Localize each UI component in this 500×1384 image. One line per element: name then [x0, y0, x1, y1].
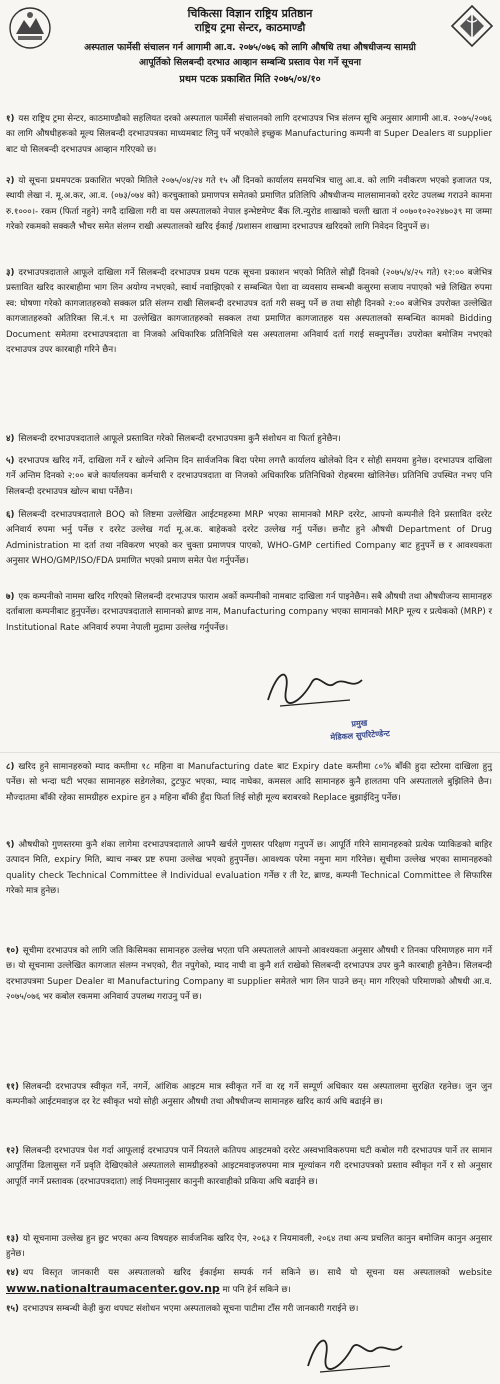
- website-link[interactable]: www.nationaltraumacenter.gov.np: [6, 1282, 220, 1296]
- notice-subject-line2: आपूर्तिको सिलबन्दी दरभाउ आव्हान सम्बन्धि प्रस्ताव पेश गर्ने सूचना: [138, 57, 362, 68]
- signature: [260, 660, 370, 712]
- paragraph: ४) सिलबन्दी दरभाउपत्रदाताले आफूले प्रस्तावित गरेको सिलबन्दी दरभाउपत्रमा कुनै संशोधन वा फिर्ता हुनेछैन।: [6, 434, 341, 444]
- signature: [300, 1326, 410, 1378]
- paragraph: १५) दरभाउपत्र सम्बन्धी केही कुरा थपघट संशोधन भएमा अस्पतालको सूचना पाटीमा टाँस गरी जानकारी गराईने छ।: [6, 1304, 359, 1314]
- paragraph: ५) दरभाउपत्र खरिद गर्ने, दाखिला गर्ने र खोल्ने अन्तिम दिन सार्वजनिक बिदा परेमा लगत्तै कार्यालय खोलेको दिन र सोही समयमा हुनेछ। दरभाउपत्र दाखिला गर्ने अन्तिम दिनको २:०० बजे कार्यालयका कर्मचारी र दरभाउपत्रदाता वा निजको अधिकारिक प्रतिनिधिको रोहबरमा खोलिनेछ। प्रतिनिधि उपस्थित नभए पनि सिलबन्दी दरभाउपत्र खोल्न बाधा पर्नेछैन।: [6, 456, 492, 497]
- paragraph: १४) थप विस्तृत जानकारी यस अस्पतालको खरिद ईकाईमा सम्पर्क गर्न सकिने छ। साथै यो सूचना यस अस्पतालको website www.nationaltraumacenter.gov.np मा पनि हेर्न सकिने छ।: [6, 1268, 492, 1296]
- paragraph: ३) दरभाउपत्रदाताले आफूले दाखिला गर्ने सिलबन्दी दरभाउपत्र प्रथम पटक सूचना प्रकाशन भएको मितिले सोह्रौं दिनको (२०७५/४/२५ गते) १२:०० बजेभित्र प्रस्तावित खरिद कारबाहीमा भाग लिन अयोग्य नभएको, स्वार्थ नवाझिएको र सम्बन्धित पेशा वा व्यवसाय सम्बन्धी कसुरमा सजाय नपाएको भन्ने लिखित रुपमा स्व: घोषणा गरेको कागजातहरुको सक्कल प्रति संलग्न राखी सिलबन्दी दरभाउपत्र दर्ता गरी सक्नु पर्ने छ तथा सोही दिनको २:०० बजेभित्र उपरोक्त उल्लेखित कागजातहरुको अतिरिक्त सि.नं.९ मा उल्लेखित कागजातहरुको सक्कल तथा प्रमाणित कागजातहरु यस अस्पतालको सम्बन्धित कामको Bidding Document समेतमा दरभाउपत्रदाता वा निजको अधिकारिक प्रतिनिधिले यस अस्पतालमा अनिवार्य दर्ता गराई सक्नुपर्नेछ। उपरोक्त बमोजिम नभएको दरभाउपत्र उपर कारबाही गरिने छैन।: [6, 268, 492, 356]
- notice-header: [0, 0, 500, 110]
- paragraph: १३) यो सूचनामा उल्लेख हुन छुट भएका अन्य विषयहरु सार्वजनिक खरिद ऐन, २०६३ र नियमावली, २०६४ तथा अन्य प्रचलित कानुन बमोजिम कानुन अनुसार हुनेछ।: [6, 1234, 492, 1260]
- publication-date: प्रथम पटक प्रकाशित मिति २०७५/०४/१०: [179, 74, 321, 85]
- paragraph: १०) सूचीमा दरभाउपत्र को लागि जति किसिमका सामानहरु उल्लेख भएता पनि अस्पतालले आफ्नो आवश्यकता अनुसार औषधी र तिनका परिमाणहरु माग गर्ने छ। यो सूचनामा उल्लेखित कागजात संलग्न नभएको, रीत नपुगेको, म्याद नाघी वा कुनै शर्त राखेको सिलबन्दी दरभाउपत्र उपर कुनै कारबाही हुनेछैन। सिलबन्दी दरभाउपत्रमा Super Dealer वा Manufacturing Company वा supplier समेतले भाग लिन पाउने छन्। माग गरिएको परिमाणको औषधी आ.व. २०७५/०७६ भर कबोल रकममा अनिवार्य उपलब्ध गराउनु पर्ने छ।: [6, 946, 492, 1003]
- paragraph: ६) सिलबन्दी दरभाउपत्रदाताले BOQ को लिष्टमा उल्लेखित आईटमहरुमा MRP भएका सामानको MRP दररेट, आफ्नो कम्पनीले दिने प्रस्तावित दररेट अनिवार्य रुपमा भर्नु पर्नेछ र दररेट उल्लेख गर्दा मू.अ.क. बाहेकको दररेट उल्लेख गर्नु पर्नेछ। छनौट हुने औषधी Department of Drug Administration मा दर्ता तथा नविकरण भएको कर चुक्ता प्रमाणपत्र पाएको, WHO-GMP certified Company बाट हुनुपर्ने छ र आवश्यकता अनुसार WHO/GMP/ISO/FDA प्रमाणित भएको प्रमाण समेत पेश गर्नुपर्नेछ।: [6, 510, 492, 567]
- page-divider: [0, 752, 500, 753]
- institute-title: चिकित्सा विज्ञान राष्ट्रिय प्रतिष्ठान: [187, 7, 313, 20]
- paragraph: १) यस राष्ट्रिय ट्रमा सेन्टर, काठमाण्डौको सहलियत दरको अस्पताल फार्मेसी संचालनको लागि दरभाउपत्र भित्र संलग्न सूचि अनुसार आगामी आ.व. २०७५/२०७६ का लागि औषधीहरूको मूल्य सिलबन्दी दरभाउपत्रका माध्यमबाट लिनु पर्ने भएकोले इच्छुक Manufacturing कम्पनी वा Super Dealers वा supplier बाट यो सिलबन्दी दरभाउपत्र आव्हान गरिएको छ।: [6, 114, 492, 155]
- paragraph: ८) खरिद हुने सामानहरुको म्याद कम्तीमा १८ महिना वा Manufacturing date बाट Expiry date कम्तीमा ८०% बाँकी हुदा स्टोरमा दाखिला हुनु पर्नेछ। सो भन्दा घटी भएका सामानहरु सडेगलेका, टुटफुट भएका, म्याद नाघेका, कमसल आदि सामानहरु कुनै हालतमा पनि अस्पतालले बुझिलिने छैन। मौज्दातमा बाँकी रहेका सामग्रीहरु expire हुन ३ महिना बाँकी हुँदा फिर्ता लिई सोही मूल्य बराबरको Replace बुझाईदिनु पर्नेछ।: [6, 762, 492, 803]
- paragraph: ७) एक कम्पनीको नाममा खरिद गरिएको सिलबन्दी दरभाउपत्र फाराम अर्को कम्पनीको नामबाट दाखिला गर्न पाइनेछैन। सबै औषधी तथा औषधीजन्य सामानहरु दर्ताबाला कम्पनीबाट हुनुपर्नेछ। दरभाउपत्रदाताले सामानको ब्राण्ड नाम, Manufacturing company भएका सामानको MRP मूल्य र प्रत्येकको (MRP) र Institutional Rate अनिवार्य रुपमा नेपाली मुद्रामा उल्लेख गर्नुपर्नेछ।: [6, 592, 492, 633]
- notice-subject-line1: अस्पताल फार्मेसी संचालन गर्न आगामी आ.व. २०७५/०७६ को लागि औषधि तथा औषधीजन्य सामग्री: [84, 42, 416, 53]
- paragraph: २) यो सूचना प्रथमपटक प्रकाशित भएको मितिले २०७५/०४/२४ गते १५ औं दिनको कार्यालय समयभित्र चालु आ.व. को लागि नवीकरण भएको इजाजत पत्र, स्थायी लेखा नं. मू.अ.कर, आ.व. (०७३/०७४ को) करचुक्ताको प्रमाणपत्र समेतको प्रमाणित प्रतिलिपि औषधीजन्य मालसामानको दररेट उपलब्ध गराउने कामना रु.१०००।- रकम (फिर्ता नहुने) नगदै दाखिला गरी वा यस अस्पतालको नेपाल इन्भेष्टमेण्ट बैंक लि.न्युरोड शाखाको चल्ती खाता नं ००७०१०२०२४७०३९ मा जम्मा गरेको रकमको सक्कलै भौचर समेत संलग्न राखी अस्पतालको खरिद ईकाई /प्रशासन शाखामा दरभाउपत्र खरिदको लागि निवेदन दिनुपर्ने छ।: [6, 176, 492, 233]
- paragraph: ११) सिलबन्दी दरभाउपत्र स्वीकृत गर्ने, नगर्ने, आंशिक आइटम मात्र स्वीकृत गर्ने वा रद्द गर्ने सम्पूर्ण अधिकार यस अस्पतालमा सुरक्षित रहनेछ। जुन जुन कम्पनीको आईटमवाइज दर रेट स्वीकृत भयो सोही अनुसार औषधी तथा औषधीजन्य सामानहरु खरिद कार्य अघि बढाईने छ।: [6, 1082, 492, 1108]
- center-title: राष्ट्रिय ट्रमा सेन्टर, काठमाण्डौ: [194, 22, 306, 34]
- paragraph: ९) औषधीको गुणस्तरमा कुनै शंका लागेमा दरभाउपत्रदाताले आफ्नै खर्चले गुणस्तर परिक्षण गनुपर्ने छ। आपूर्ति गरिने सामानहरुको प्रत्येक प्याकिङको बाहिर उत्पादन मिति, expiry मिति, ब्याच नम्बर प्रष्ट रुपमा उल्लेख भएको हुनुपर्नेछ। आवश्यक परेमा नमुना माग गरिनेछ। सूचीमा उल्लेख भएका सामानहरुको quality check Technical Committee ले Individual evaluation गर्नेछ र ती रेट, ब्राण्ड, कम्पनी Technical Committee ले सिफारिस गरेको मात्र हुनेछ।: [6, 840, 492, 897]
- paragraph: १२) सिलबन्दी दरभाउपत्र पेश गर्दा आफूलाई दरभाउपत्र पार्ने नियतले कतिपय आइटमको दररेट अस्वभाविकरुपमा घटी कबोल गरी दरभाउपत्र पार्ने तर सामान आपूर्तिमा ढिलासुस्त गर्ने प्रवृति देखिएकोले अस्पतालले सामग्रीहरुको आइटमवाइजरुपमा मात्र मूल्यांकन गरी दरभाउपत्रको प्रस्ताव स्वीकृत गर्ने र सो अनुसार आपूर्ति नगर्ने प्रस्तावक (दरभाउपत्रदाता) लाई नियमानुसार कानुनी कारवाहीको प्रकिया अघि बढाईने छ।: [6, 1146, 492, 1187]
- official-stamp: प्रमुख मेडिकल सुपरिटेण्डेन्ट: [330, 718, 391, 743]
